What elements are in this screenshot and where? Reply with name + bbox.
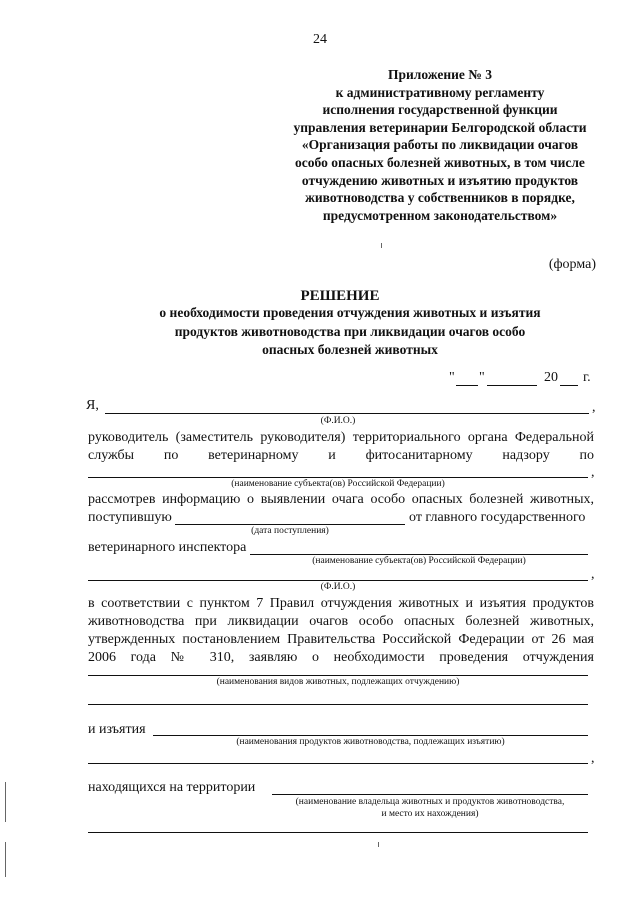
appendix-line: Приложение № 3 [388,67,492,82]
ya-label: Я, [86,398,99,413]
izyatiya-label: и изъятия [88,722,146,737]
territory-label: находящихся на территории [88,780,256,795]
date-quote-open: " [449,370,455,385]
appendix-line: управления ветеринарии Белгородской области [293,119,587,135]
scan-edge [5,842,6,877]
animals-field[interactable] [88,675,588,676]
products-caption: (наименования продуктов животноводства, подлежащих изъятию) [236,737,505,747]
form-label: (форма) [548,257,596,272]
subtitle-line: опасных болезней животных [262,342,438,357]
body-line: службы по ветеринарному и фитосанитарному надзору по [88,448,594,463]
owner-caption [272,796,588,820]
animals-field-2[interactable] [88,704,588,705]
appendix-line: животноводства у собственников в порядке, [305,190,575,206]
inspector-label: ветеринарного инспектора [88,540,247,555]
body-line: утвержденных постановлением Правительства Российской Федерации от 26 мая [88,632,594,647]
body-line: животноводства при ликвидации очагов особо опасных болезней животных, [88,614,594,629]
scan-mark [378,842,379,847]
comma: , [592,400,596,415]
fio-field[interactable] [105,413,589,414]
appendix-line: к административному регламенту [335,84,545,100]
date-year-prefix: 20 [544,370,558,385]
subtitle-line: о необходимости проведения отчуждения животных и изъятия [159,305,541,320]
date-quote-close: " [479,370,485,385]
appendix-line: исполнения государственной функции [322,102,558,118]
owner-field[interactable] [272,794,588,795]
owner-field-2[interactable] [88,832,588,833]
subject-caption: (наименование субъекта(ов) Российской Федерации) [312,556,526,566]
inspector-subject-field[interactable] [250,554,588,555]
products-field-2[interactable] [88,763,588,764]
appendix-header [240,66,640,224]
appendix-line: особо опасных болезней животных, в том числе [295,154,585,170]
appendix-line: отчуждению животных и изъятию продуктов [301,172,579,188]
page-number: 24 [313,32,327,47]
document-subtitle [60,304,640,360]
date-month-field[interactable] [487,385,537,386]
date-day-field[interactable] [456,385,478,386]
comma: , [591,567,595,582]
owner-caption-line: и место их нахождения) [381,809,479,819]
scan-edge [5,782,6,822]
subject-caption: (наименование субъекта(ов) Российской Федерации) [231,479,445,489]
body-line: 2006 года № 310, заявляю о необходимости проведения отчуждения [88,650,594,665]
body-line: рассмотрев информацию о выявлении очага особо опасных болезней животных, [88,492,594,507]
comma: , [591,465,595,480]
date-year-field[interactable] [560,385,578,386]
subject-field[interactable] [88,477,588,478]
appendix-line: предусмотренном законодательством» [322,207,558,223]
comma: , [591,751,595,766]
fio-caption: (Ф.И.О.) [320,582,356,592]
receipt-date-caption: (дата поступления) [251,526,329,536]
subtitle-line: продуктов животноводства при ликвидации очагов особо [174,323,526,339]
fio-caption: (Ф.И.О.) [320,416,356,426]
document-title: РЕШЕНИЕ [300,288,380,304]
animals-caption: (наименования видов животных, подлежащих отчуждению) [216,677,460,687]
scan-mark [381,243,382,248]
date-year-suffix: г. [583,370,591,385]
owner-caption-line: (наименование владельца животных и продуктов животноводства, [295,797,565,807]
body-line: в соответствии с пунктом 7 Правил отчуждения животных и изъятия продуктов [88,596,594,611]
products-field[interactable] [153,735,588,736]
receipt-date-field[interactable] [175,524,405,525]
inspector-fio-field[interactable] [88,580,588,581]
ot-glavnogo-label: от главного государственного [409,510,586,525]
appendix-line: «Организация работы по ликвидации очагов [301,137,579,153]
postupivshuyu-label: поступившую [88,510,172,525]
body-line: руководитель (заместитель руководителя) территориального органа Федеральной [88,430,594,445]
